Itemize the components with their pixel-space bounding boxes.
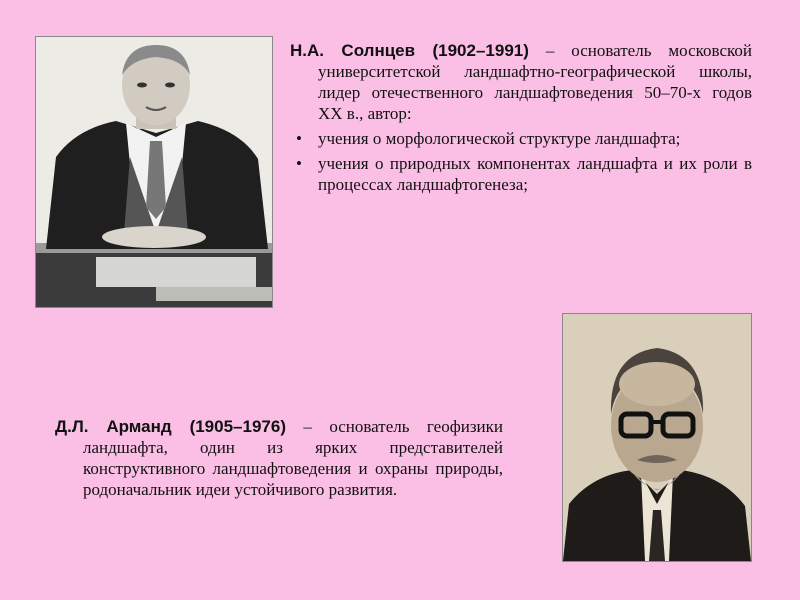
- armand-name: Д.Л. Арманд (1905–1976): [55, 417, 286, 436]
- list-item: [290, 153, 752, 195]
- list-item: [290, 128, 752, 149]
- solntsev-bio: [290, 40, 752, 199]
- solntsev-lead: [290, 40, 752, 124]
- solntsev-description: – основатель московской университетской ландшафтно-географической школы, лидер отечественного ландшафтоведения 50–70-х годов XX в., автор:: [318, 41, 752, 123]
- list-item-text: учения о морфологической структуре ландшафта;: [318, 129, 681, 148]
- bullet-icon: •: [296, 129, 302, 148]
- portrait-solntsev: [35, 36, 273, 308]
- solntsev-works-list: [290, 128, 752, 195]
- armand-bio: [55, 416, 503, 500]
- armand-lead: [55, 416, 503, 500]
- bullet-icon: •: [296, 154, 302, 173]
- portrait-solntsev-image: [36, 37, 272, 307]
- armand-description: – основатель геофизики ландшафта, один из ярких представителей конструктивного ландшафтоведения и охраны природы, родоначальник идеи устойчивого развития.: [83, 417, 503, 499]
- portrait-armand: [562, 313, 752, 562]
- list-item-text: учения о природных компонентах ландшафта и их роли в процессах ландшафтогенеза;: [318, 154, 752, 194]
- portrait-armand-image: [563, 314, 751, 561]
- solntsev-name: Н.А. Солнцев (1902–1991): [290, 41, 529, 60]
